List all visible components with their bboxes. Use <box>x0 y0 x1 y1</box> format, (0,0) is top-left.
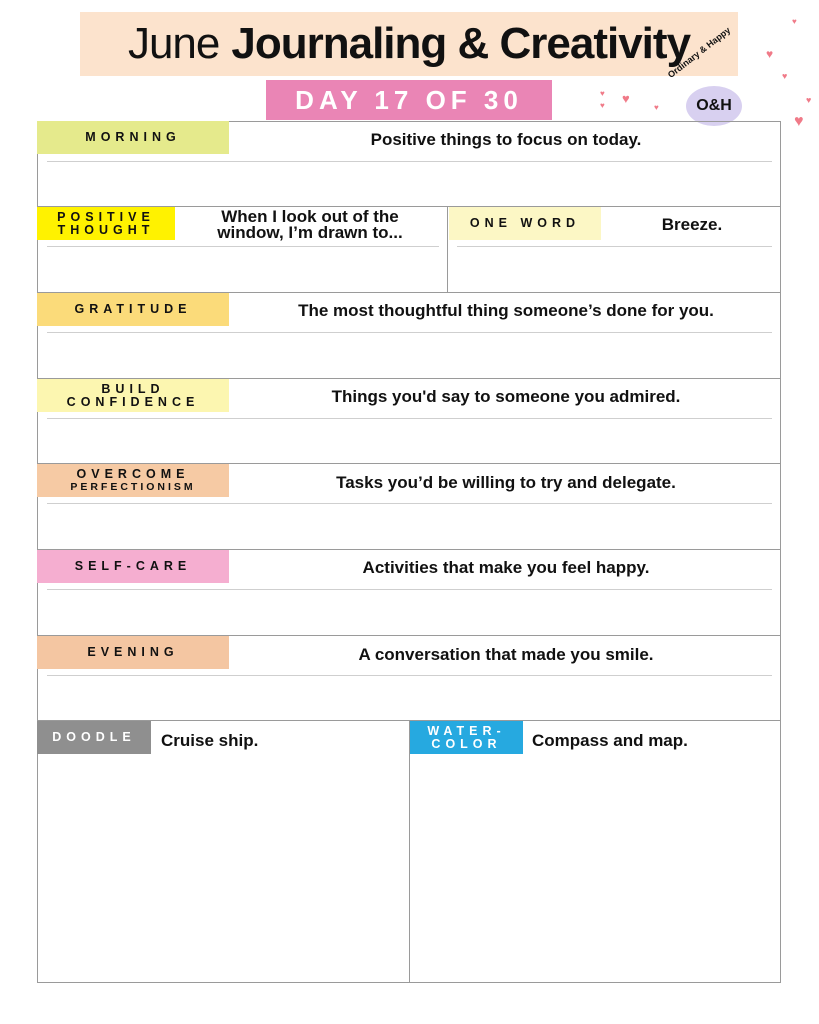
heart-icon: ♥ <box>622 91 630 106</box>
tag-self-care <box>37 550 229 583</box>
heart-icon: ♥ <box>766 47 774 61</box>
prompt-gratitude: The most thoughtful thing someone’s done for you. <box>298 301 714 320</box>
logo-script-text: Ordinary & Happy <box>665 25 733 81</box>
writing-line <box>47 161 772 162</box>
prompt-self-care: Activities that make you feel happy. <box>362 558 650 577</box>
page-title <box>80 12 738 76</box>
writing-line <box>47 332 772 333</box>
tag-doodle-label: DOODLE <box>52 730 136 744</box>
prompt-doodle: Cruise ship. <box>161 731 259 750</box>
tag-watercolor <box>410 721 523 754</box>
tag-morning-label: MORNING <box>85 130 181 144</box>
prompt-overcome-perfectionism: Tasks you’d be willing to try and delegate. <box>336 473 676 492</box>
tag-build-confidence-line2: CONFIDENCE <box>66 394 200 409</box>
title-theme: Journaling & Creativity <box>231 19 691 68</box>
tag-positive-thought-line1: POSITIVE <box>57 209 155 224</box>
heart-icon: ♥ <box>782 71 788 81</box>
writing-line <box>47 418 772 419</box>
tag-watercolor-line2: COLOR <box>431 736 502 751</box>
tag-evening <box>37 636 229 669</box>
tag-gratitude-label: GRATITUDE <box>74 302 192 316</box>
tag-overcome-line1: OVERCOME <box>76 466 190 481</box>
heart-icon: ♥ <box>600 89 605 98</box>
writing-line <box>47 675 772 676</box>
day-counter-banner: DAY 17 OF 30 <box>266 80 552 120</box>
tag-positive-thought <box>37 207 175 240</box>
heart-icon: ♥ <box>794 113 804 130</box>
prompt-positive-thought-line2: window, I’m drawn to... <box>217 223 403 242</box>
tag-evening-label: EVENING <box>87 645 179 659</box>
column-divider <box>447 206 448 292</box>
tag-watercolor-line1: WATER- <box>427 723 506 738</box>
tag-positive-thought-line2: THOUGHT <box>57 222 155 237</box>
writing-line <box>47 589 772 590</box>
tag-one-word <box>449 207 601 240</box>
tag-self-care-label: SELF-CARE <box>74 559 192 573</box>
heart-icon: ♥ <box>792 17 797 26</box>
prompt-positive-thought-line1: When I look out of the <box>221 207 399 226</box>
prompt-positive-thought <box>182 209 438 241</box>
heart-icon: ♥ <box>600 101 605 110</box>
prompt-one-word: Breeze. <box>661 215 723 234</box>
tag-gratitude <box>37 293 229 326</box>
heart-icon: ♥ <box>806 95 812 105</box>
tag-one-word-label: ONE WORD <box>469 216 581 230</box>
writing-line <box>47 503 772 504</box>
prompt-build-confidence: Things you'd say to someone you admired. <box>331 387 681 406</box>
tag-doodle <box>37 721 151 754</box>
prompt-evening: A conversation that made you smile. <box>358 645 654 664</box>
tag-overcome-line2: PERFECTIONISM <box>70 480 196 493</box>
writing-line <box>457 246 772 247</box>
heart-icon: ♥ <box>654 103 659 112</box>
title-month: June <box>127 19 220 68</box>
tag-build-confidence <box>37 379 229 412</box>
logo-monogram: O&H <box>686 86 742 126</box>
writing-line <box>47 246 439 247</box>
prompt-morning: Positive things to focus on today. <box>370 130 642 149</box>
tag-overcome-perfectionism <box>37 464 229 497</box>
tag-morning <box>37 121 229 154</box>
tag-build-confidence-line1: BUILD <box>101 381 165 396</box>
column-divider <box>409 720 410 983</box>
prompt-watercolor: Compass and map. <box>532 731 688 750</box>
